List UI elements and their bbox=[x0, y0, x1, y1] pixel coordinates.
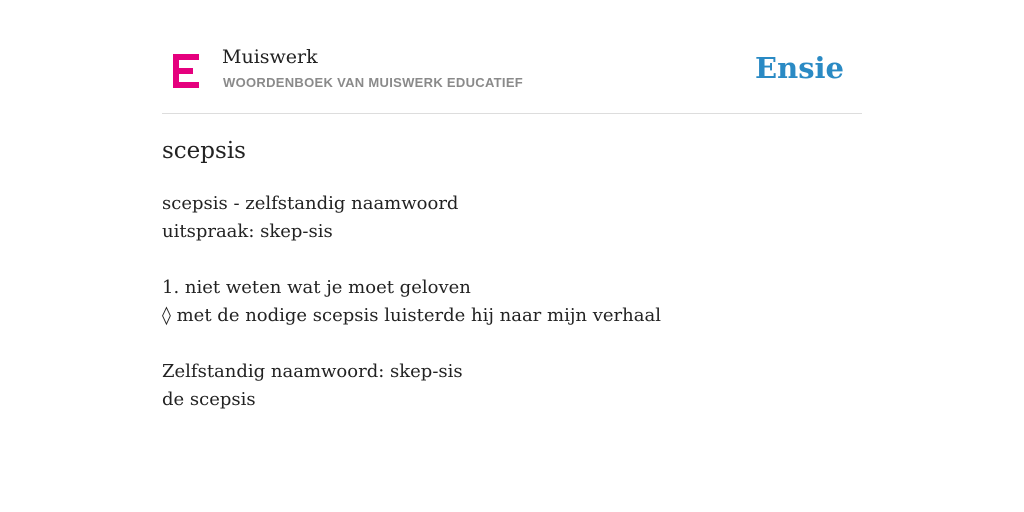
entry-line-definition: 1. niet weten wat je moet geloven bbox=[162, 277, 471, 298]
entry-line-blank bbox=[162, 246, 661, 274]
page-container bbox=[162, 0, 862, 410]
entry-title: scepsis bbox=[162, 138, 246, 164]
entry-line-pronunciation: uitspraak: skep-sis bbox=[162, 221, 333, 242]
muiswerk-logo-icon[interactable] bbox=[173, 54, 199, 88]
entry-line-grammar: Zelfstandig naamwoord: skep-sis bbox=[162, 361, 463, 382]
entry-line-headword: scepsis - zelfstandig naamwoord bbox=[162, 193, 459, 214]
brand-subtitle: WOORDENBOEK VAN MUISWERK EDUCATIEF bbox=[223, 75, 524, 90]
ensie-logo-link[interactable]: Ensie bbox=[755, 51, 844, 85]
entry-line-article: de scepsis bbox=[162, 389, 256, 410]
entry-line-blank-2 bbox=[162, 330, 661, 358]
entry-line-example: ◊ met de nodige scepsis luisterde hij naar mijn verhaal bbox=[162, 305, 661, 326]
header bbox=[162, 0, 862, 114]
entry-body bbox=[162, 190, 661, 414]
brand-name[interactable]: Muiswerk bbox=[222, 46, 318, 68]
